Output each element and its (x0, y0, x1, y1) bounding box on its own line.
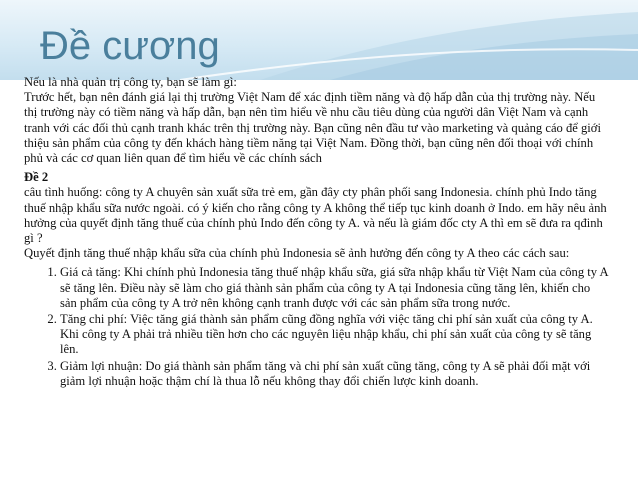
slide-title: Đề cương (40, 24, 220, 68)
answer-intro: Quyết định tăng thuế nhập khẩu sữa của chính phủ Indonesia sẽ ảnh hưởng đến công ty A theo các cách sau: (24, 246, 570, 261)
slide-body (24, 75, 610, 390)
list-item: 3. Giảm lợi nhuận: Do giá thành sản phẩm tăng và chi phí sản xuất cũng tăng, công ty A sẽ phải đối mặt với giảm lợi nhuận hoặc thậm chí là thua lỗ nếu không thay đổi chiến lược kinh doanh. (60, 359, 610, 389)
section-heading: Đề 2 (24, 170, 49, 185)
effects-list (24, 265, 610, 389)
intro-answer: Trước hết, bạn nên đánh giá lại thị trường Việt Nam để xác định tiềm năng và độ hấp dẫn của thị trường này. Nếu thị trường này có tiềm năng và hấp dẫn, bạn nên tìm hiểu về nhu cầu tiêu dùng của người dân Việt Nam và cạnh tranh với các đối thủ cạnh tranh khác trên thị trường này. Bạn cũng nên đầu tư vào marketing và quảng cáo để giới thiệu sản phẩm của công ty đến khách hàng tiềm năng tại Việt Nam. Đồng thời, bạn cũng nên đối thoại với chính phủ và các cơ quan liên quan để tìm hiểu về các chính sách (24, 90, 601, 166)
intro-question: Nếu là nhà quản trị công ty, bạn sẽ làm gì: (24, 75, 237, 89)
list-item: 2. Tăng chi phí: Việc tăng giá thành sản phẩm cũng đồng nghĩa với việc tăng chi phí sản xuất của công ty A. Khi công ty A phải trả nhiều tiền hơn cho các nguyên liệu nhập khẩu, chi phí sản xuất của công ty sẽ tăng lên. (60, 312, 610, 358)
situation-text: câu tình huống: công ty A chuyên sản xuất sữa trẻ em, gần đây cty phân phối sang Indonesia. chính phủ Indo tăng thuế nhập khẩu sữa nước ngoài. có ý kiến cho rằng công ty A không thể tiếp tục kinh doanh ở Indo. em hãy nêu ảnh hưởng của quyết định tăng thuế của chính phủ Indo đến công ty A. và nếu là giám đốc cty A thì em sẽ đưa ra qđinh gì ? (24, 185, 607, 246)
list-item: 1. Giá cả tăng: Khi chính phủ Indonesia tăng thuế nhập khẩu sữa, giá sữa nhập khẩu từ Việt Nam của công ty A sẽ tăng lên. Điều này sẽ làm cho giá thành sản phẩm của công ty A tại Indonesia cũng tăng lên, khiến cho sản phẩm của công ty A trở nên không cạnh tranh được với các sản phẩm sữa trong nước. (60, 265, 610, 311)
